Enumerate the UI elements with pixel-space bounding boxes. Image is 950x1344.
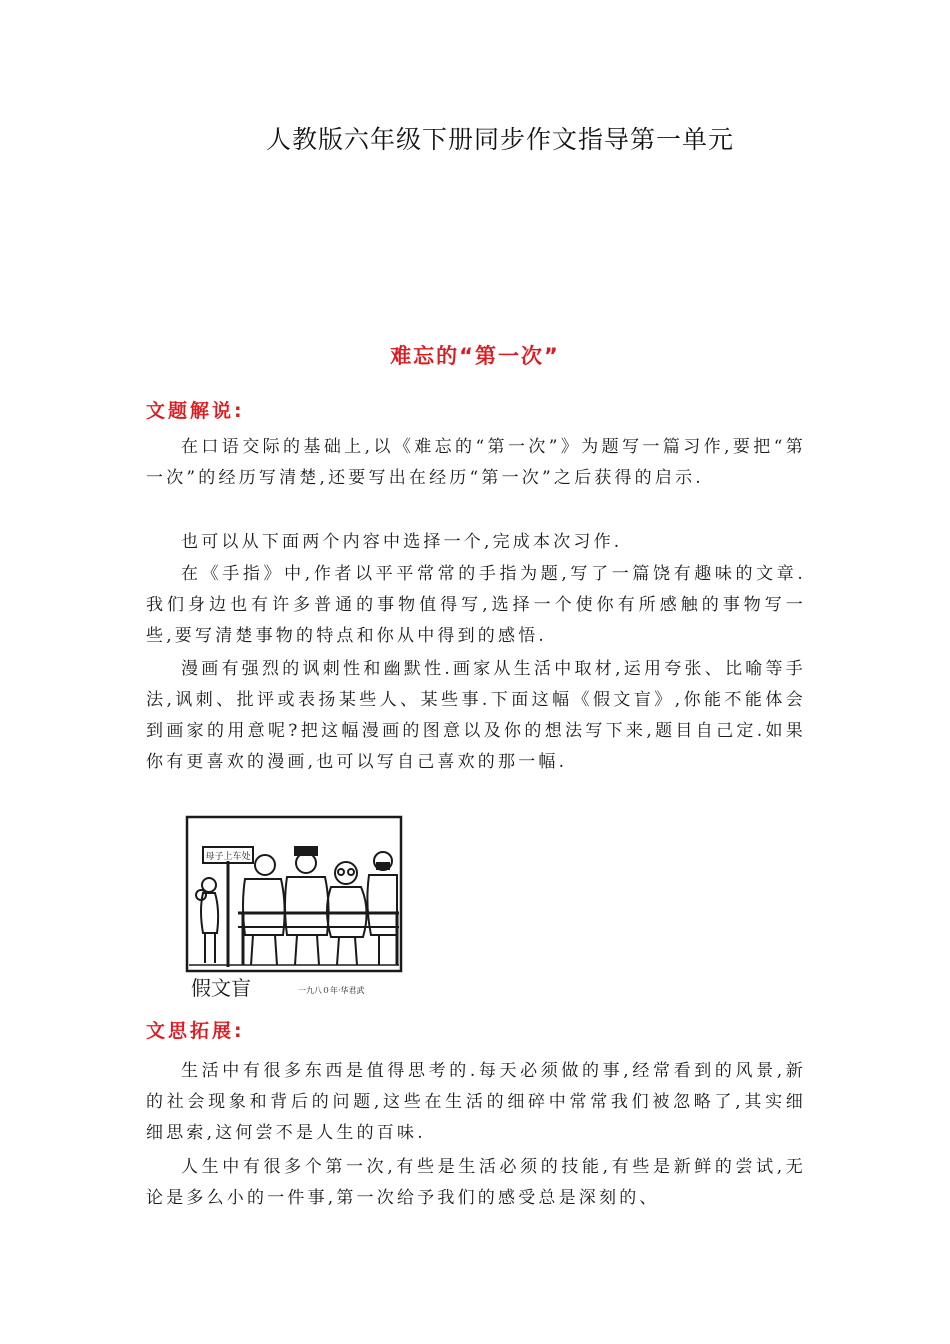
paragraph: 也可以从下面两个内容中选择一个,完成本次习作. (181, 532, 623, 552)
cartoon-illustration (183, 815, 405, 1000)
paragraph: 漫画有强烈的讽刺性和幽默性.画家从生活中取材,运用夸张、比喻等手法,讽刺、批评或表扬某些人、某些事.下面这幅《假文盲》,你能不能体会到画家的用意呢?把这幅漫画的图意以及你的想法写下来,题目自己定.如果你有更喜欢的漫画,也可以写自己喜欢的那一幅. (146, 659, 806, 772)
paragraph: 在口语交际的基础上,以《难忘的“第一次”》为题写一篇习作,要把“第一次”的经历写清楚,还要写出在经历“第一次”之后获得的启示. (146, 437, 806, 488)
section-heading-expansion: 文思拓展: (146, 1020, 245, 1042)
cartoon-sign-text: 母子上车处 (205, 852, 251, 862)
cartoon-caption: 假文盲 (191, 976, 251, 1000)
document-title: 人教版六年级下册同步作文指导第一单元 (265, 125, 734, 154)
cartoon-signature: 一九八０年·华君武 (298, 986, 365, 995)
section-heading-explanation: 文题解说: (146, 400, 245, 422)
paragraph: 在《手指》中,作者以平平常常的手指为题,写了一篇饶有趣味的文章.我们身边也有许多普通的事物值得写,选择一个使你有所感触的事物写一些,要写清楚事物的特点和你从中得到的感悟. (146, 564, 806, 646)
paragraph: 人生中有很多个第一次,有些是生活必须的技能,有些是新鲜的尝试,无论是多么小的一件事,第一次给予我们的感受总是深刻的、 (146, 1157, 806, 1208)
paragraph: 生活中有很多东西是值得思考的.每天必须做的事,经常看到的风景,新的社会现象和背后的问题,这些在生活的细碎中常常我们被忽略了,其实细细思索,这何尝不是人生的百味. (146, 1061, 806, 1143)
essay-title: 难忘的“第一次” (390, 344, 560, 368)
